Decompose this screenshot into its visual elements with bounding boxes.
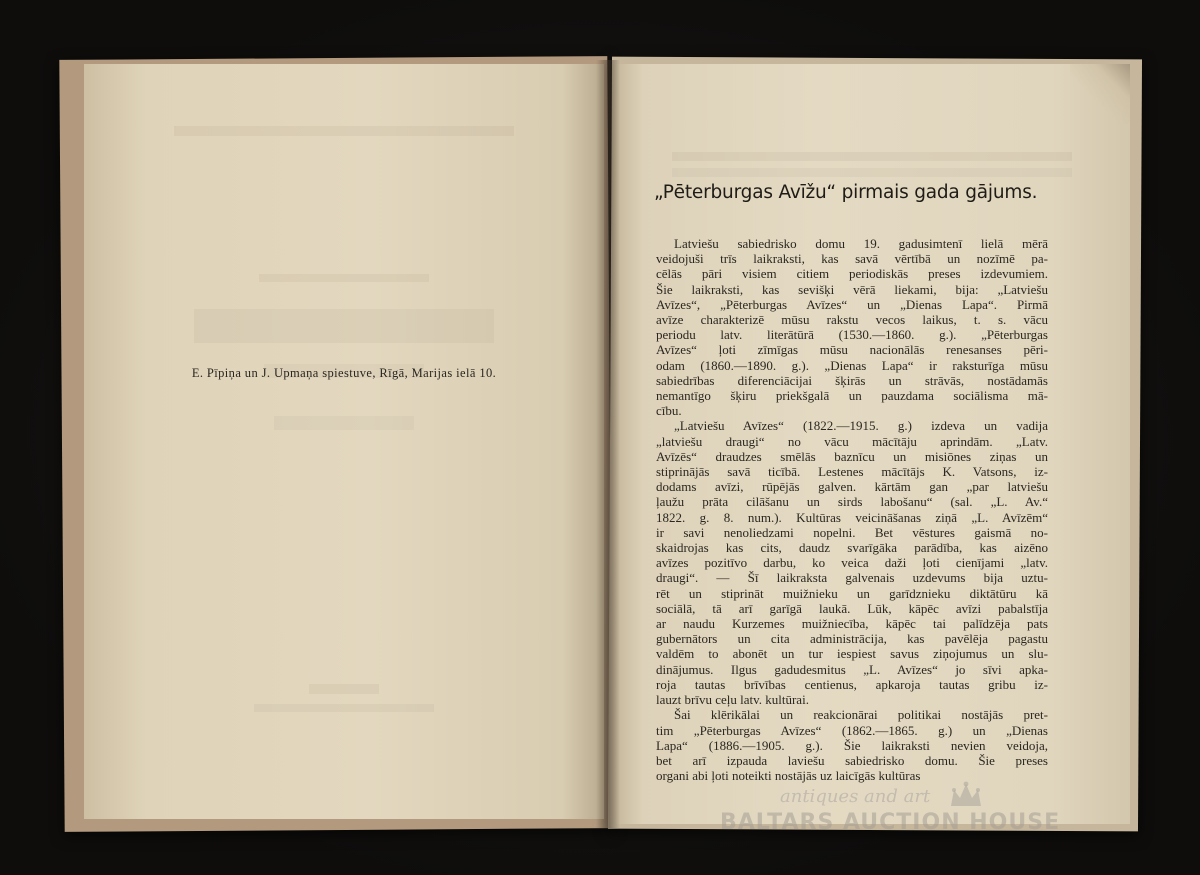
body-line: sabiedrības diferenciācijai šķirās un strāvās, nostādamās xyxy=(656,372,1048,388)
body-line: Avīzes“ ļoti zīmīgas mūsu nacionālās renesanses pēri- xyxy=(656,342,1048,358)
body-line: veidojuši trīs laikraksti, kas savā vērtībā un nozīmē pa- xyxy=(656,251,1048,267)
body-line: dodams avīzi, rūpējās galven. kārtām gan „par latviešu xyxy=(656,479,1048,495)
auction-house-watermark xyxy=(720,780,1140,860)
page-corner-wear xyxy=(1070,64,1130,124)
body-line: „Latviešu Avīzes“ (1822.—1915. g.) izdeva un vadija xyxy=(674,418,1048,434)
body-line: gubernātors un cita administrācija, kas pavēlēja pagastu xyxy=(656,631,1048,647)
printer-imprint: E. Pīpiņa un J. Upmaņa spiestuve, Rīgā, Marijas ielā 10. xyxy=(191,366,497,380)
body-line: 1822. g. 8. num.). Kultūras veicināšanas ziņā „L. Avīzēm“ xyxy=(656,509,1048,525)
article-body xyxy=(656,236,1048,783)
body-line: Latviešu sabiedrisko domu 19. gadusimtenī lielā mērā xyxy=(674,236,1048,251)
body-line: dinājumus. Ilgus gadudesmitus „L. Avīzes“ jo sīvi apka- xyxy=(656,661,1048,677)
watermark-tagline: antiques and art xyxy=(780,786,931,807)
show-through-shapes xyxy=(84,64,604,819)
body-line: ar naudu Kurzemes muižniecība, kāpēc tai palīdzēja pats xyxy=(656,616,1048,632)
body-line: sociālā, tā arī garīgā laukā. Lūk, kāpēc avīzi pabalstīja xyxy=(656,600,1048,616)
body-line: stiprinājās savā ticībā. Lestenes mācītājs K. Vatsons, iz- xyxy=(656,464,1048,480)
body-line: odam (1860.—1890. g.). „Dienas Lapa“ ir raksturīga mūsu xyxy=(656,357,1048,373)
crown-icon xyxy=(948,780,984,810)
right-page xyxy=(612,64,1130,824)
body-line: draugi“. — Šī laikraksta galvenais uzdevums bija uztu- xyxy=(656,570,1048,586)
body-line: skaidrojas kas cits, daudz svarīgāka parādība, kas aizēno xyxy=(656,540,1048,556)
body-line: ir savi nenoliedzami nopelni. Bet vēstures gaismā no- xyxy=(656,524,1048,540)
body-line: „latviešu draugi“ no vācu mācītāju aprindām. „Latv. xyxy=(656,433,1048,449)
body-line: cēlās pāri visiem citiem periodiskās preses izdevumiem. xyxy=(656,266,1048,282)
body-line: avīze charakterizē mūsu rakstu vecos laikus, t. s. vācu xyxy=(656,312,1048,328)
body-line: tim „Pēterburgas Avīzes“ (1862.—1865. g.) un „Dienas xyxy=(656,722,1048,738)
body-line: Lapa“ (1886.—1905. g.). Šie laikraksti nevien veidoja, xyxy=(656,737,1048,753)
body-line: Šai klērikālai un reakcionārai politikai nostājās pret- xyxy=(674,707,1048,723)
body-line: avīzes pozitīvo darbu, ko veica daži ļoti cienījami „latv. xyxy=(656,555,1048,571)
body-line: bet arī izpauda laviešu sabiedrisko domu. Šie preses xyxy=(656,752,1048,768)
body-line: periodu latv. literātūrā (1530.—1860. g.). „Pēterburgas xyxy=(656,327,1048,343)
body-line: cību. xyxy=(656,403,682,419)
body-line: organi abi ļoti noteikti nostājās uz laicīgās kultūras xyxy=(656,768,921,784)
body-line: valdēm to abonēt un tur iespiest savus ziņojumus un slu- xyxy=(656,646,1048,662)
book-spine-shadow xyxy=(596,60,620,828)
body-line: nemantīgo šķiru priekšgalā un pauzdama sociālisma mā- xyxy=(656,388,1048,404)
body-line: rēt un stiprināt muižnieku un garīdznieku diktātūru kā xyxy=(656,585,1048,601)
body-line: lauzt brīvu ceļu latv. kultūrai. xyxy=(656,692,809,708)
body-line: Avīzēs“ draudzes smēlās baznīcu un misiōnes ziņas un xyxy=(656,448,1048,464)
body-line: roja tautas brīvības centienus, apkaroja tautas gribu iz- xyxy=(656,676,1048,692)
article-title: „Pēterburgas Avīžu“ pirmais gada gājums. xyxy=(654,182,1038,203)
body-line: ļaužu prāta cilāšanu un sirds labošanu“ (sal. „L. Av.“ xyxy=(656,494,1048,510)
left-page xyxy=(84,64,604,819)
body-line: Šie laikraksti, kas sevišķi vērā liekami, bija: „Latviešu xyxy=(656,281,1048,297)
watermark-company-name: BALTARS AUCTION HOUSE xyxy=(720,810,1061,835)
body-line: Avīzes“, „Pēterburgas Avīzes“ un „Dienas Lapa“. Pirmā xyxy=(656,296,1048,312)
